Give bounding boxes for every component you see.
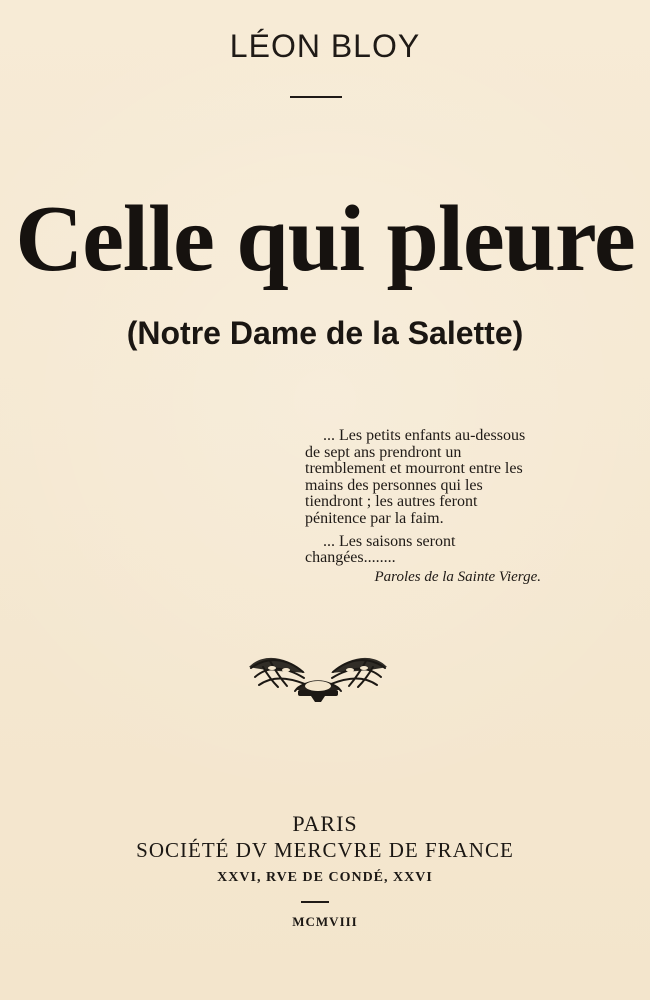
bottom-rule — [301, 901, 329, 903]
top-rule — [290, 96, 342, 98]
book-subtitle: (Notre Dame de la Salette) — [126, 315, 524, 351]
imprint-place: PARIS — [292, 811, 358, 836]
author-name: LÉON BLOY — [229, 28, 421, 64]
book-title: Celle qui pleure — [15, 187, 635, 291]
imprint-publisher: SOCIÉTÉ DV MERCVRE DE FRANCE — [136, 838, 514, 862]
epigraph-paragraph-2: ... Les saisons seront changées........ — [305, 532, 456, 567]
imprint-address: XXVI, RVE DE CONDÉ, XXVI — [217, 870, 433, 885]
epigraph-source: Paroles de la Sainte Vierge. — [374, 568, 541, 585]
winged-ornament-icon — [247, 648, 389, 704]
epigraph — [305, 428, 541, 585]
imprint-year: MCMVIII — [292, 914, 358, 929]
epigraph-paragraph-1: ... Les petits enfants au-dessous de sept ans prendront un tremblement et mourront entre les mains des personnes qui les tiendront ; les autres feront pénitence par la faim. — [305, 427, 526, 527]
